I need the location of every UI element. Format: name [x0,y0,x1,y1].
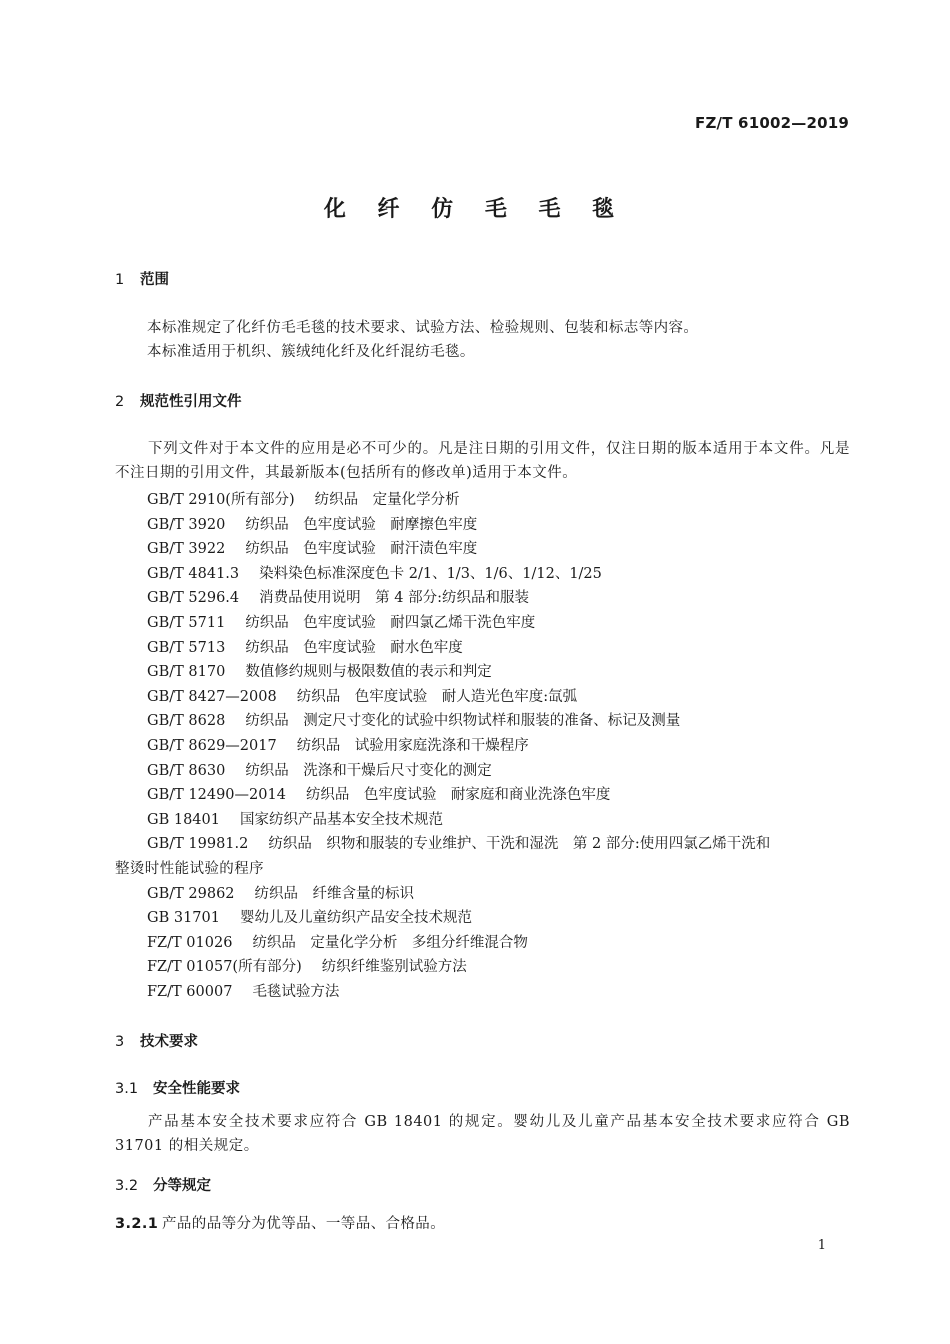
reference-item [147,586,529,607]
reference-item [147,513,477,534]
reference-code: GB 18401 [147,812,220,828]
reference-code: GB 31701 [147,910,220,926]
section-title: 规范性引用文件 [140,394,242,410]
section-number: 1 [115,272,125,288]
reference-code: GB/T 5713 [147,640,226,656]
reference-code: GB/T 8427—2008 [147,689,277,705]
reference-item [147,906,472,927]
reference-item [147,611,535,632]
section-1-heading [115,268,169,289]
reference-item [147,709,680,730]
reference-title: 纺织品 定量化学分析 多组分纤维混合物 [252,935,528,951]
reference-title: 数值修约规则与极限数值的表示和判定 [245,664,492,680]
reference-item [147,636,463,657]
reference-code: FZ/T 01057(所有部分) [147,959,302,975]
reference-code: GB/T 3922 [147,541,226,557]
reference-title: 纺织品 色牢度试验 耐四氯乙烯干洗色牢度 [245,615,536,631]
reference-title: 纺织品 色牢度试验 耐人造光色牢度:氙弧 [296,689,578,705]
reference-item [147,685,577,706]
reference-code: GB/T 8170 [147,664,226,680]
section-3-2-heading [115,1174,211,1195]
reference-title: 纺织纤维鉴别试验方法 [321,959,467,975]
paragraph: 产品基本安全技术要求应符合 GB 18401 的规定。婴幼儿及儿童产品基本安全技术要求应符合 GB 31701 的相关规定。 [115,1114,850,1154]
reference-item [147,783,610,804]
reference-item [147,537,477,558]
section-number: 2 [115,394,125,410]
section-3-1-heading [115,1077,240,1098]
section-number: 3.2 [115,1178,139,1194]
reference-title: 纺织品 洗涤和干燥后尺寸变化的测定 [245,763,492,779]
reference-code: GB/T 4841.3 [147,566,240,582]
reference-title: 婴幼儿及儿童纺织产品安全技术规范 [239,910,472,926]
reference-title: 纺织品 试验用家庭洗涤和干燥程序 [296,738,529,754]
reference-code: GB/T 3920 [147,517,226,533]
section-title: 技术要求 [140,1034,198,1050]
reference-code: GB/T 19981.2 [147,836,249,852]
reference-item [147,931,528,952]
reference-code: GB/T 29862 [147,886,235,902]
section-title: 安全性能要求 [153,1081,240,1097]
reference-title: 纺织品 色牢度试验 耐水色牢度 [245,640,463,656]
reference-item [147,980,339,1001]
clause-number: 3.2.1 [115,1216,159,1232]
reference-code: GB/T 5711 [147,615,226,631]
reference-title: 国家纺织产品基本安全技术规范 [239,812,443,828]
reference-title: 纺织品 色牢度试验 耐摩擦色牢度 [245,517,478,533]
standard-number: FZ/T 61002—2019 [695,114,849,132]
reference-code: GB/T 12490—2014 [147,787,286,803]
reference-title: 纺织品 测定尺寸变化的试验中织物试样和服装的准备、标记及测量 [245,713,681,729]
paragraph: 本标准规定了化纤仿毛毛毯的技术要求、试验方法、检验规则、包装和标志等内容。 [147,320,699,336]
reference-title: 消费品使用说明 第 4 部分:纺织品和服装 [259,590,529,606]
reference-item [147,882,414,903]
clause-3-2-1 [115,1212,445,1233]
reference-continuation: 整烫时性能试验的程序 [115,861,264,877]
reference-code: GB/T 8629—2017 [147,738,277,754]
paragraph: 下列文件对于本文件的应用是必不可少的。凡是注日期的引用文件，仅注日期的版本适用于本文件。凡是不注日期的引用文件，其最新版本(包括所有的修改单)适用于本文件。 [115,441,850,481]
reference-code: GB/T 5296.4 [147,590,240,606]
clause-text: 产品的品等分为优等品、一等品、合格品。 [162,1216,446,1232]
reference-item [147,832,770,853]
document-title: 化 纤 仿 毛 毛 毯 [323,197,627,222]
reference-item [147,488,460,509]
section-number: 3.1 [115,1081,139,1097]
section-2-heading [115,390,242,411]
reference-code: GB/T 2910(所有部分) [147,492,295,508]
reference-item [147,734,529,755]
reference-title: 纺织品 色牢度试验 耐汗渍色牢度 [245,541,478,557]
page-number: 1 [817,1238,826,1253]
reference-title: 毛毯试验方法 [252,984,340,1000]
reference-title: 纺织品 定量化学分析 [314,492,460,508]
reference-item [147,955,467,976]
section-title: 范围 [140,272,169,288]
reference-code: GB/T 8628 [147,713,226,729]
section-3-heading [115,1030,198,1051]
reference-code: GB/T 8630 [147,763,226,779]
reference-title: 纺织品 织物和服装的专业维护、干洗和湿洗 第 2 部分:使用四氯乙烯干洗和 [268,836,771,852]
reference-item [147,808,443,829]
section-title: 分等规定 [153,1178,211,1194]
paragraph: 本标准适用于机织、簇绒纯化纤及化纤混纺毛毯。 [147,344,475,360]
reference-title: 纺织品 色牢度试验 耐家庭和商业洗涤色牢度 [305,787,611,803]
reference-item [147,562,602,583]
reference-title: 染料染色标准深度色卡 2/1、1/3、1/6、1/12、1/25 [259,566,602,582]
reference-title: 纺织品 纤维含量的标识 [254,886,415,902]
reference-code: FZ/T 01026 [147,935,233,951]
section-number: 3 [115,1034,125,1050]
reference-code: FZ/T 60007 [147,984,233,1000]
reference-item [147,759,492,780]
reference-item [147,660,492,681]
